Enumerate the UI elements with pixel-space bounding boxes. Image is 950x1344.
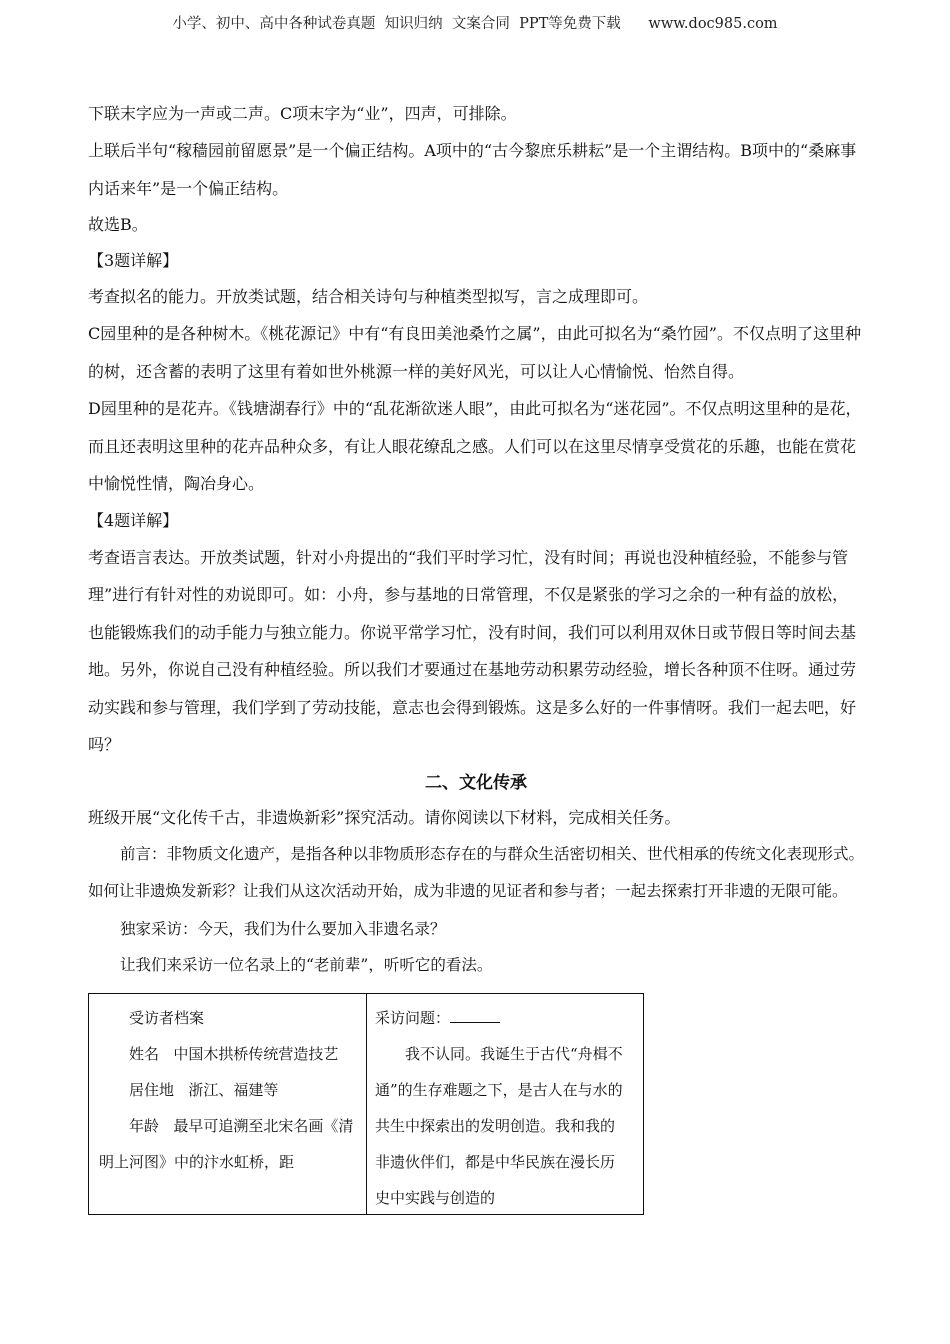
profile-cell (89, 994, 367, 1214)
document-body (88, 96, 864, 983)
answer-blank[interactable] (450, 1008, 500, 1023)
paragraph: C园里种的是各种树木。《桃花源记》中有“有良田美池桑竹之属”，由此可拟名为“桑竹园”。不仅点明了这里种的树，还含蓄的表明了这里有着如世外桃源一样的美好风光，可以让人心情愉悦、怡然自得。 (88, 324, 861, 381)
profile-title: 受访者档案 (129, 1009, 205, 1027)
profile-name (99, 1036, 354, 1072)
section-heading: 二、文化传承 (425, 772, 527, 793)
profile-age (99, 1108, 354, 1180)
preface: 前言：非物质文化遗产，是指各种以非物质形态存在的与群众生活密切相关、世代相承的传统文化表现形式。如何让非遗焕发新彩？让我们从这次活动开始，成为非遗的见证者和参与者；一起去探索打开非遗的无限可能。 (88, 844, 865, 900)
answer-text: 我不认同。我诞生于古代“舟楫不通”的生存难题之下，是古人在与水的共生中探索出的发明创造。我和我的非遗伙伴们，都是中华民族在漫长历史中实践与创造的 (375, 1045, 623, 1207)
interview-intro: 让我们来采访一位名录上的“老前辈”，听听它的看法。 (120, 955, 493, 974)
paragraph: 故选B。 (88, 215, 148, 234)
page-header: 小学、初中、高中各种试卷真题 知识归纳 文案合同 PPT等免费下载 www.doc985.com (172, 16, 778, 32)
answer-cell (367, 994, 642, 1214)
paragraph: 上联后半句“稼穑园前留愿景”是一个偏正结构。A项中的“古今黎庶乐耕耘”是一个主谓结构。B项中的“桑麻事内话来年”是一个偏正结构。 (88, 141, 857, 198)
name-label: 姓名 (129, 1045, 160, 1063)
section-intro: 班级开展“文化传千古，非遗焕新彩”探究活动。请你阅读以下材料，完成相关任务。 (88, 807, 681, 827)
name-value: 中国木拱桥传统营造技艺 (173, 1045, 339, 1063)
paragraph: D园里种的是花卉。《钱塘湖春行》中的“乱花渐欲迷人眼”，由此可拟名为“迷花园”。不仅点明这里种的是花，而且还表明这里种的花卉品种众多，有让人眼花缭乱之感。人们可以在这里尽情享受赏花的乐趣，也能在赏花中愉悦性情，陶冶身心。 (88, 399, 862, 493)
age-value: 最早可追溯至北宋名画《清明上河图》中的汴水虹桥，距 (99, 1117, 354, 1171)
interview-table (88, 993, 644, 1215)
question-3-title: 【3题详解】 (88, 251, 179, 270)
question-4-title: 【4题详解】 (88, 510, 179, 530)
residence-label: 居住地 (129, 1081, 175, 1099)
interview-title: 独家采访：今天，我们为什么要加入非遗名录？ (120, 919, 446, 938)
paragraph: 考查语言表达。开放类试题，针对小舟提出的“我们平时学习忙，没有时间；再说也没种植经验，不能参与管理”进行有针对性的劝说即可。如：小舟，参与基地的日常管理，不仅是紧张的学习之余的一种有益的放松，也能锻炼我们的动手能力与独立能力。你说平常学习忙，没有时间，我们可以利用双休日或节假日等时间去基地。另外，你说自己没有种植经验。所以我们才要通过在基地劳动积累劳动经验，增长各种顶不住呀。通过劳动实践和参与管理，我们学到了劳动技能，意志也会得到锻炼。这是多么好的一件事情呀。我们一起去吧，好吗？ (88, 547, 857, 754)
paragraph: 考查拟名的能力。开放类试题，结合相关诗句与种植类型拟写，言之成理即可。 (88, 287, 649, 306)
profile-residence (99, 1072, 354, 1108)
residence-value: 浙江、福建等 (188, 1081, 279, 1099)
paragraph: 下联末字应为一声或二声。C项末字为“业”，四声，可排除。 (88, 104, 517, 123)
question-label: 采访问题： (375, 1009, 451, 1027)
question-line (375, 1000, 628, 1036)
age-label: 年龄 (129, 1117, 160, 1135)
